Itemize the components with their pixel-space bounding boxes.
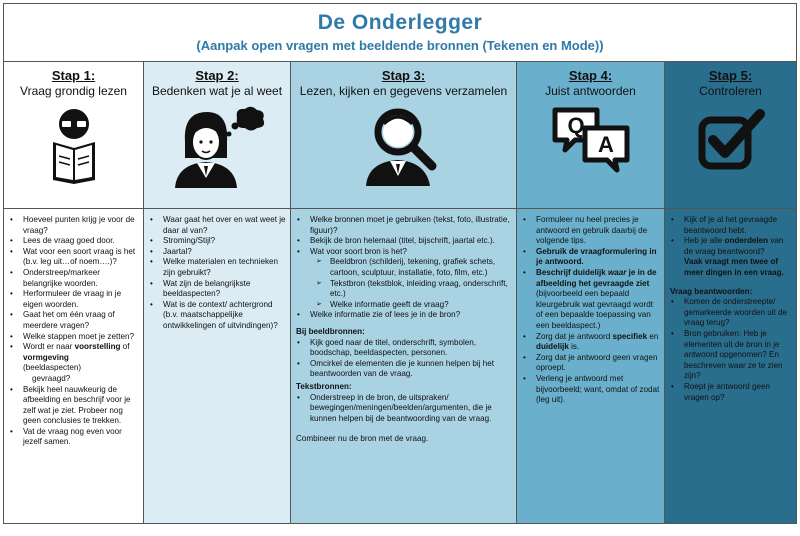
list-item: • Zorg dat je antwoord geen vragen oproept. (522, 353, 660, 374)
list-item: • Gaat het om één vraag of meerdere vragen? (9, 310, 139, 331)
list-item: • Wat voor een soort vraag is het (b.v. leg uit…of noem….)? (9, 247, 139, 268)
step-5-column (665, 62, 796, 523)
step-5-body (665, 210, 796, 403)
section-heading-beeldbronnen: Bij beeldbronnen: (296, 326, 365, 336)
list-item: • Kijk goed naar de titel, onderschrift, symbolen, boodschap, beeldaspecten, personen. (296, 338, 512, 359)
list-item: • Verleng je antwoord met bijvoorbeeld; want, omdat of zodat (leg uit). (522, 374, 660, 406)
list-item: • Welke materialen en technieken zijn gebruikt? (149, 257, 286, 278)
list-item: • Kijk of je al het gevraagde beantwoord hebt. (670, 215, 792, 236)
section-heading-vraag-beantwoorden: Vraag beantwoorden: (670, 286, 753, 296)
list-item: • Heb je alle onderdelen van de vraag beantwoord? Vaak vraagt men twee of meer dingen in een vraag. (670, 236, 792, 278)
page-title: De Onderlegger (317, 11, 483, 34)
list-item: • Beschrijf duidelijk waar je in de afbeelding het gevraagde ziet (bijvoorbeeld een bepaald kleurgebruik wat gevraagd wordt of een bepaalde toepassing van een beeldaspect.) (522, 268, 660, 332)
list-item: • Waar gaat het over en wat weet je daar al van? (149, 215, 286, 236)
list-item: • Bekijk heel nauwkeurig de afbeelding en beschrijf voor je zelf wat je ziet. Probeer nog geen conclusies te trekken. (9, 385, 139, 427)
step-1-name: Vraag grondig lezen (20, 84, 127, 98)
step-4-column (517, 62, 665, 523)
step-5-name: Controleren (699, 84, 762, 98)
list-item: • Welke stappen moet je zetten? (9, 332, 139, 343)
checkbox-check-icon (696, 106, 766, 176)
step-4-body (517, 210, 664, 406)
step-1-column (4, 62, 144, 523)
list-sub-item: ➢ Beeldbron (schilderij, tekening, grafiek schets, cartoon, sculptuur, installatie, foto, film, etc.) (296, 257, 512, 278)
list-item: • Vat de vraag nog even voor jezelf samen. (9, 427, 139, 448)
step-3-name: Lezen, kijken en gegevens verzamelen (299, 84, 508, 98)
step-3-body (291, 210, 516, 445)
list-item: • Jaartal? (149, 247, 286, 258)
step-1-number: Stap 1: (51, 68, 96, 83)
step-4-name: Juist antwoorden (545, 84, 636, 98)
svg-text:A: A (597, 132, 614, 157)
step-2-body (144, 210, 290, 332)
step-3-header (291, 62, 516, 209)
step-2-header (144, 62, 290, 209)
step-2-number: Stap 2: (195, 68, 239, 83)
list-item: • Komen de onderstreepte/ gemarkeerde woorden uit de vraag terug? (670, 297, 792, 329)
question-answer-bubbles-icon (551, 106, 631, 176)
step-3-column (291, 62, 517, 523)
list-sub-item: ➢ Welke informatie geeft de vraag? (296, 300, 512, 311)
list-item: • Formuleer nu heel precies je antwoord en gebruik daarbij de volgende tips. (522, 215, 660, 247)
list-item: • Lees de vraag goed door. (9, 236, 139, 247)
step-4-number: Stap 4: (568, 68, 613, 83)
list-sub-item: ➢ Tekstbron (tekstblok, inleiding vraag, onderschrift, etc.) (296, 279, 512, 300)
list-item: • Wordt er naar voorstelling of vormgeving (beeldaspecten) gevraagd? (9, 342, 139, 384)
step-3-number: Stap 3: (381, 68, 426, 83)
step-5-number: Stap 5: (708, 68, 753, 83)
list-item: • Omcirkel de elementen die je kunnen helpen bij het beantwoorden van de vraag. (296, 359, 512, 380)
steps-table (4, 62, 796, 523)
list-item: • Roept je antwoord geen vragen op? (670, 382, 792, 403)
list-item: • Bron gebruiken: Heb je elementen uit de bron in je antwoord opgenomen? En beschreven waar ze te zien zijn? (670, 329, 792, 382)
step-1-body (4, 210, 143, 448)
step-4-header (517, 62, 664, 209)
reading-person-icon (43, 106, 105, 184)
step-2-column (144, 62, 291, 523)
list-item: • Onderstreep/markeer belangrijke woorden. (9, 268, 139, 289)
closing-note: Combineer nu de bron met de vraag. (296, 434, 429, 444)
magnifier-person-icon (362, 106, 446, 186)
onderlegger-sheet (3, 3, 797, 524)
page-subtitle: (Aanpak open vragen met beeldende bronnen (Tekenen en Mode)) (196, 38, 604, 53)
thinking-person-icon (167, 106, 267, 188)
step-1-header (4, 62, 143, 209)
list-item: • Herformuleer de vraag in je eigen woorden. (9, 289, 139, 310)
step-2-name: Bedenken wat je al weet (151, 84, 283, 98)
list-item: • Stroming/Stijl? (149, 236, 286, 247)
list-item: • Gebruik de vraagformulering in je antwoord. (522, 247, 660, 268)
list-item: • Wat zijn de belangrijkste beeldaspecten? (149, 279, 286, 300)
section-heading-tekstbronnen: Tekstbronnen: (296, 381, 352, 391)
list-item: • Welke informatie zie of lees je in de bron? (296, 310, 512, 321)
list-item: • Hoeveel punten krijg je voor de vraag? (9, 215, 139, 236)
list-item: • Wat is de context/ achtergrond (b.v. maatschappelijke ontwikkelingen of uitvindingen)? (149, 300, 286, 332)
list-item: • Wat voor soort bron is het? (296, 247, 512, 258)
list-item: • Onderstreep in de bron, de uitspraken/ bewegingen/meningen/beelden/argumenten, die je kunnen helpen bij de beantwoording van de vraag. (296, 393, 512, 425)
title-block (4, 4, 796, 62)
list-item: • Bekijk de bron helemaal (titel, bijschrift, jaartal etc.). (296, 236, 512, 247)
svg-text:Q: Q (566, 113, 585, 138)
step-5-header (665, 62, 796, 209)
list-item: • Welke bronnen moet je gebruiken (tekst, foto, illustratie, figuur)? (296, 215, 512, 236)
list-item: • Zorg dat je antwoord specifiek en duidelijk is. (522, 332, 660, 353)
